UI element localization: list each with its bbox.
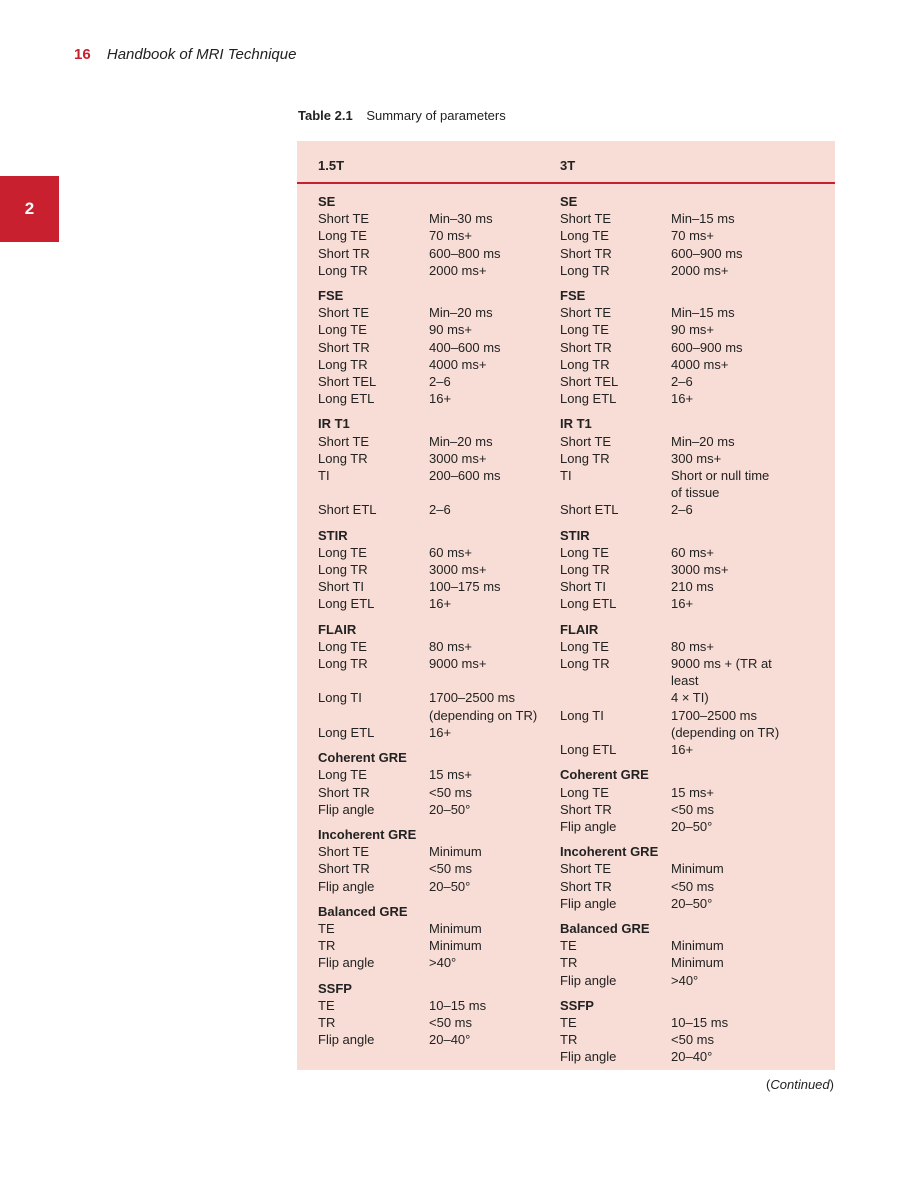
table-section bbox=[318, 980, 558, 1049]
parameter-value: 16+ bbox=[429, 724, 452, 740]
parameter-name: TI bbox=[560, 468, 572, 484]
parameter-name: Long TR bbox=[318, 562, 368, 578]
page-number: 16 bbox=[74, 46, 91, 63]
parameter-value: <50 ms bbox=[429, 861, 472, 877]
parameters-table bbox=[297, 141, 835, 1070]
table-row bbox=[318, 638, 558, 655]
parameter-value: 60 ms+ bbox=[671, 544, 714, 560]
parameter-name: Long TE bbox=[560, 228, 609, 244]
parameter-value: 2–6 bbox=[429, 374, 451, 390]
table-row bbox=[318, 724, 558, 741]
table-row bbox=[560, 801, 800, 818]
running-header bbox=[74, 46, 296, 63]
parameter-name: Short TE bbox=[560, 305, 612, 321]
table-row bbox=[560, 227, 800, 244]
parameter-name bbox=[318, 707, 429, 724]
table-row bbox=[318, 227, 558, 244]
table-row bbox=[560, 784, 800, 801]
parameter-value: 80 ms+ bbox=[671, 638, 714, 654]
parameter-name: Long TE bbox=[560, 784, 609, 800]
table-row bbox=[560, 544, 800, 561]
table-row bbox=[318, 878, 558, 895]
continued-text: Continued bbox=[770, 1077, 830, 1092]
parameter-name bbox=[560, 724, 671, 741]
parameter-name: TE bbox=[318, 920, 335, 936]
table-row bbox=[318, 860, 558, 877]
parameter-value: >40° bbox=[429, 955, 457, 971]
parameter-value: <50 ms bbox=[671, 878, 714, 894]
table-section bbox=[560, 527, 800, 613]
table-section bbox=[560, 287, 800, 407]
parameter-value: 70 ms+ bbox=[671, 228, 714, 244]
section-title: Balanced GRE bbox=[318, 903, 408, 919]
parameter-name: Long TR bbox=[318, 656, 368, 672]
table-row bbox=[560, 467, 800, 484]
table-caption bbox=[298, 108, 506, 123]
table-row bbox=[318, 784, 558, 801]
parameter-value: 60 ms+ bbox=[429, 544, 472, 560]
table-section bbox=[318, 826, 558, 895]
table-row bbox=[560, 501, 800, 518]
parameter-value: 100–175 ms bbox=[429, 579, 501, 595]
parameter-value: 20–40° bbox=[429, 1032, 471, 1048]
section-title: Balanced GRE bbox=[560, 920, 650, 936]
parameter-name: Long ETL bbox=[318, 596, 375, 612]
table-row bbox=[560, 954, 800, 971]
table-row bbox=[560, 373, 800, 390]
table-row bbox=[560, 262, 800, 279]
table-row bbox=[560, 578, 800, 595]
table-row bbox=[318, 954, 558, 971]
parameter-value: 80 ms+ bbox=[429, 638, 472, 654]
table-row bbox=[318, 766, 558, 783]
table-row bbox=[560, 1014, 800, 1031]
table-row bbox=[560, 724, 800, 741]
parameter-value: Min–15 ms bbox=[671, 305, 735, 321]
table-caption-label: Table 2.1 bbox=[298, 108, 353, 123]
parameter-name: Short TR bbox=[318, 784, 370, 800]
parameter-name: Long TR bbox=[318, 356, 368, 372]
parameter-name: Short ETL bbox=[318, 502, 377, 518]
parameter-value: 16+ bbox=[671, 596, 694, 612]
table-row bbox=[560, 245, 800, 262]
parameter-value: <50 ms bbox=[429, 1014, 472, 1030]
table-section bbox=[560, 843, 800, 912]
parameter-value: 400–600 ms bbox=[429, 339, 501, 355]
table-row bbox=[318, 245, 558, 262]
parameter-name: Flip angle bbox=[560, 1049, 617, 1065]
parameter-value: 4000 ms+ bbox=[429, 356, 487, 372]
table-section bbox=[318, 415, 558, 518]
parameter-value: Min–15 ms bbox=[671, 211, 735, 227]
table-row bbox=[318, 467, 558, 484]
parameter-value: 20–40° bbox=[671, 1049, 713, 1065]
table-section bbox=[318, 527, 558, 613]
parameter-value: Minimum bbox=[671, 861, 724, 877]
column-1-5t bbox=[318, 193, 558, 1056]
parameter-value: 1700–2500 ms bbox=[429, 690, 516, 706]
table-row bbox=[560, 1031, 800, 1048]
parameter-value: 1700–2500 ms bbox=[671, 707, 758, 723]
section-title: STIR bbox=[318, 527, 348, 543]
parameter-name: Long TE bbox=[560, 322, 609, 338]
parameter-name: Long TR bbox=[560, 356, 610, 372]
table-row bbox=[560, 895, 800, 912]
parameter-name: Flip angle bbox=[318, 1032, 375, 1048]
parameter-value: Min–20 ms bbox=[671, 433, 735, 449]
table-row bbox=[560, 321, 800, 338]
parameter-name: Short ETL bbox=[560, 502, 619, 518]
section-title: FSE bbox=[318, 288, 344, 304]
continued-note: (Continued) bbox=[766, 1077, 834, 1092]
parameter-name: Long ETL bbox=[318, 724, 375, 740]
section-title: Coherent GRE bbox=[318, 750, 407, 766]
parameter-value: 15 ms+ bbox=[671, 784, 714, 800]
table-section bbox=[318, 903, 558, 972]
parameter-name: Short TR bbox=[318, 245, 370, 261]
table-row bbox=[318, 321, 558, 338]
table-section bbox=[318, 193, 558, 279]
section-title: Incoherent GRE bbox=[318, 826, 417, 842]
table-section bbox=[318, 287, 558, 407]
parameter-name: Long TE bbox=[318, 638, 367, 654]
table-section bbox=[560, 621, 800, 759]
section-title: FLAIR bbox=[560, 621, 599, 637]
parameter-name: Flip angle bbox=[318, 878, 375, 894]
parameter-value: <50 ms bbox=[429, 784, 472, 800]
parameter-value: 600–900 ms bbox=[671, 339, 743, 355]
parameter-value: 9000 ms + (TR at least bbox=[671, 656, 772, 689]
parameter-value: 4 × TI) bbox=[671, 690, 709, 706]
parameter-name: TE bbox=[560, 938, 577, 954]
table-row bbox=[318, 210, 558, 227]
parameter-value: 10–15 ms bbox=[671, 1014, 729, 1030]
parameter-value: >40° bbox=[671, 972, 699, 988]
table-row bbox=[318, 450, 558, 467]
parameter-value: 70 ms+ bbox=[429, 228, 472, 244]
parameter-value: 2–6 bbox=[671, 502, 693, 518]
table-row bbox=[560, 689, 800, 706]
table-row bbox=[560, 356, 800, 373]
parameter-value: 210 ms bbox=[671, 579, 714, 595]
parameter-name: Short TEL bbox=[560, 374, 619, 390]
section-title: IR T1 bbox=[560, 416, 592, 432]
parameter-value: Minimum bbox=[671, 938, 724, 954]
table-row bbox=[318, 655, 558, 672]
parameter-name: Flip angle bbox=[560, 972, 617, 988]
table-row bbox=[318, 937, 558, 954]
parameter-value: 90 ms+ bbox=[429, 322, 472, 338]
parameter-value: Min–20 ms bbox=[429, 433, 493, 449]
parameter-name: Short TR bbox=[560, 339, 612, 355]
table-row bbox=[318, 920, 558, 937]
parameter-name bbox=[318, 672, 429, 689]
table-header-row bbox=[297, 141, 835, 184]
table-row bbox=[318, 1014, 558, 1031]
parameter-name: Short TE bbox=[560, 211, 612, 227]
parameter-value: 20–50° bbox=[671, 895, 713, 911]
table-section bbox=[560, 997, 800, 1066]
parameter-name: Flip angle bbox=[560, 895, 617, 911]
table-row bbox=[560, 878, 800, 895]
parameter-name: TR bbox=[560, 1032, 578, 1048]
section-title: FSE bbox=[560, 288, 586, 304]
table-row bbox=[560, 638, 800, 655]
parameter-name: Short TI bbox=[318, 579, 365, 595]
parameter-value: 3000 ms+ bbox=[671, 562, 729, 578]
section-title: IR T1 bbox=[318, 416, 350, 432]
parameter-name: Short TE bbox=[560, 433, 612, 449]
parameter-value bbox=[429, 672, 558, 689]
table-row bbox=[560, 937, 800, 954]
parameter-name: TR bbox=[318, 938, 336, 954]
parameter-value: 2000 ms+ bbox=[671, 262, 729, 278]
table-row bbox=[560, 707, 800, 724]
parameter-name: Short TR bbox=[318, 861, 370, 877]
parameter-name: Long TE bbox=[318, 544, 367, 560]
parameter-value: (depending on TR) bbox=[429, 707, 538, 723]
table-row bbox=[318, 304, 558, 321]
parameter-name: Short TR bbox=[560, 801, 612, 817]
parameter-name: Long TI bbox=[318, 690, 362, 706]
parameter-value: Min–20 ms bbox=[429, 305, 493, 321]
table-row bbox=[560, 1048, 800, 1065]
column-header-3t: 3T bbox=[560, 158, 576, 173]
parameter-value: 10–15 ms bbox=[429, 997, 487, 1013]
parameter-value: 20–50° bbox=[429, 878, 471, 894]
table-row bbox=[318, 707, 558, 724]
parameter-name: Long TR bbox=[318, 262, 368, 278]
table-row bbox=[560, 339, 800, 356]
table-row bbox=[318, 689, 558, 706]
parameter-value: 300 ms+ bbox=[671, 450, 722, 466]
table-row bbox=[560, 390, 800, 407]
parameter-name: Short TE bbox=[318, 433, 370, 449]
parameter-name: Short TEL bbox=[318, 374, 377, 390]
parameter-value: Minimum bbox=[429, 938, 482, 954]
table-row bbox=[318, 801, 558, 818]
parameter-value: (depending on TR) bbox=[671, 724, 780, 740]
table-section bbox=[560, 766, 800, 835]
parameter-value: 16+ bbox=[429, 391, 452, 407]
table-row bbox=[318, 843, 558, 860]
parameter-name: Flip angle bbox=[318, 801, 375, 817]
parameter-name: Long TR bbox=[318, 450, 368, 466]
parameter-value bbox=[429, 484, 558, 501]
table-row bbox=[560, 450, 800, 467]
parameter-name: Flip angle bbox=[560, 818, 617, 834]
parameter-name: Long TE bbox=[560, 544, 609, 560]
parameter-name: Short TE bbox=[318, 211, 370, 227]
parameter-name: Long TE bbox=[318, 767, 367, 783]
parameter-name: Long TR bbox=[560, 262, 610, 278]
table-row bbox=[318, 1031, 558, 1048]
parameter-name: Flip angle bbox=[318, 955, 375, 971]
parameter-value: <50 ms bbox=[671, 1032, 714, 1048]
table-row bbox=[560, 304, 800, 321]
table-row bbox=[560, 741, 800, 758]
parameter-value: 200–600 ms bbox=[429, 468, 501, 484]
parameter-name: Short TR bbox=[560, 878, 612, 894]
table-row bbox=[318, 373, 558, 390]
parameter-name: Long ETL bbox=[560, 391, 617, 407]
parameter-value: Minimum bbox=[429, 920, 482, 936]
parameter-value: Minimum bbox=[671, 955, 724, 971]
table-row bbox=[318, 672, 558, 689]
parameter-name: Long TI bbox=[560, 707, 604, 723]
parameter-name: Long TR bbox=[560, 656, 610, 672]
parameter-value: 20–50° bbox=[671, 818, 713, 834]
table-section bbox=[318, 621, 558, 741]
table-row bbox=[318, 356, 558, 373]
parameter-name: Short TI bbox=[560, 579, 607, 595]
parameter-name: TE bbox=[560, 1014, 577, 1030]
parameter-name: TI bbox=[318, 468, 330, 484]
parameter-name: Long ETL bbox=[318, 391, 375, 407]
table-row bbox=[318, 997, 558, 1014]
table-row bbox=[560, 433, 800, 450]
section-title: STIR bbox=[560, 527, 590, 543]
parameter-name: Short TE bbox=[318, 844, 370, 860]
table-row bbox=[318, 390, 558, 407]
parameter-value: 20–50° bbox=[429, 801, 471, 817]
section-title: SE bbox=[318, 194, 336, 209]
parameter-name: TR bbox=[560, 955, 578, 971]
parameter-name bbox=[560, 689, 671, 706]
parameter-name: Long TR bbox=[560, 450, 610, 466]
book-title: Handbook of MRI Technique bbox=[106, 46, 297, 63]
column-3t bbox=[560, 193, 800, 1074]
table-row bbox=[560, 484, 800, 501]
parameter-name: Short TE bbox=[560, 861, 612, 877]
parameter-name: Short TR bbox=[318, 339, 370, 355]
table-row bbox=[560, 210, 800, 227]
parameter-value: 16+ bbox=[429, 596, 452, 612]
parameter-value: 16+ bbox=[671, 391, 694, 407]
column-header-1-5t: 1.5T bbox=[318, 158, 345, 173]
parameter-value: Minimum bbox=[429, 844, 482, 860]
table-section bbox=[318, 749, 558, 818]
section-title: FLAIR bbox=[318, 621, 357, 637]
parameter-value: 600–900 ms bbox=[671, 245, 743, 261]
table-row bbox=[318, 544, 558, 561]
parameter-value: <50 ms bbox=[671, 801, 714, 817]
parameter-name: Long TE bbox=[560, 638, 609, 654]
parameter-value: 3000 ms+ bbox=[429, 562, 487, 578]
section-title: SSFP bbox=[560, 997, 594, 1013]
parameter-value: 600–800 ms bbox=[429, 245, 501, 261]
parameter-value: 2–6 bbox=[671, 374, 693, 390]
parameter-value: of tissue bbox=[671, 485, 720, 501]
parameter-value: 9000 ms+ bbox=[429, 656, 487, 672]
parameter-value: 2–6 bbox=[429, 502, 451, 518]
parameter-value: 16+ bbox=[671, 742, 694, 758]
parameter-value: Short or null time bbox=[671, 468, 770, 484]
table-row bbox=[318, 484, 558, 501]
parameter-name: Short TR bbox=[560, 245, 612, 261]
table-row bbox=[318, 578, 558, 595]
table-row bbox=[560, 561, 800, 578]
parameter-value: Min–30 ms bbox=[429, 211, 493, 227]
table-section bbox=[560, 415, 800, 518]
parameter-name: Short TE bbox=[318, 305, 370, 321]
table-row bbox=[318, 561, 558, 578]
table-row bbox=[318, 595, 558, 612]
table-row bbox=[560, 818, 800, 835]
parameter-name bbox=[560, 484, 671, 501]
parameter-name: Long TE bbox=[318, 322, 367, 338]
section-title: Incoherent GRE bbox=[560, 844, 659, 860]
table-section bbox=[560, 193, 800, 279]
parameter-value: 4000 ms+ bbox=[671, 356, 729, 372]
table-row bbox=[560, 972, 800, 989]
table-row bbox=[318, 501, 558, 518]
section-title: Coherent GRE bbox=[560, 767, 649, 783]
table-row bbox=[560, 655, 800, 689]
parameter-name: TE bbox=[318, 997, 335, 1013]
table-row bbox=[318, 433, 558, 450]
table-row bbox=[318, 262, 558, 279]
chapter-tab: 2 bbox=[0, 176, 59, 242]
table-row bbox=[318, 339, 558, 356]
table-section bbox=[560, 920, 800, 989]
parameter-name: TR bbox=[318, 1014, 336, 1030]
table-caption-text: Summary of parameters bbox=[366, 108, 506, 123]
parameter-name: Long TR bbox=[560, 562, 610, 578]
parameter-name bbox=[318, 484, 429, 501]
parameter-name: Long TE bbox=[318, 228, 367, 244]
parameter-value: 15 ms+ bbox=[429, 767, 472, 783]
parameter-name: Long ETL bbox=[560, 596, 617, 612]
section-title: SSFP bbox=[318, 980, 352, 996]
parameter-name: Long ETL bbox=[560, 742, 617, 758]
parameter-value: 90 ms+ bbox=[671, 322, 714, 338]
section-title: SE bbox=[560, 194, 578, 209]
table-row bbox=[560, 860, 800, 877]
table-row bbox=[560, 595, 800, 612]
parameter-value: 3000 ms+ bbox=[429, 450, 487, 466]
parameter-value: 2000 ms+ bbox=[429, 262, 487, 278]
